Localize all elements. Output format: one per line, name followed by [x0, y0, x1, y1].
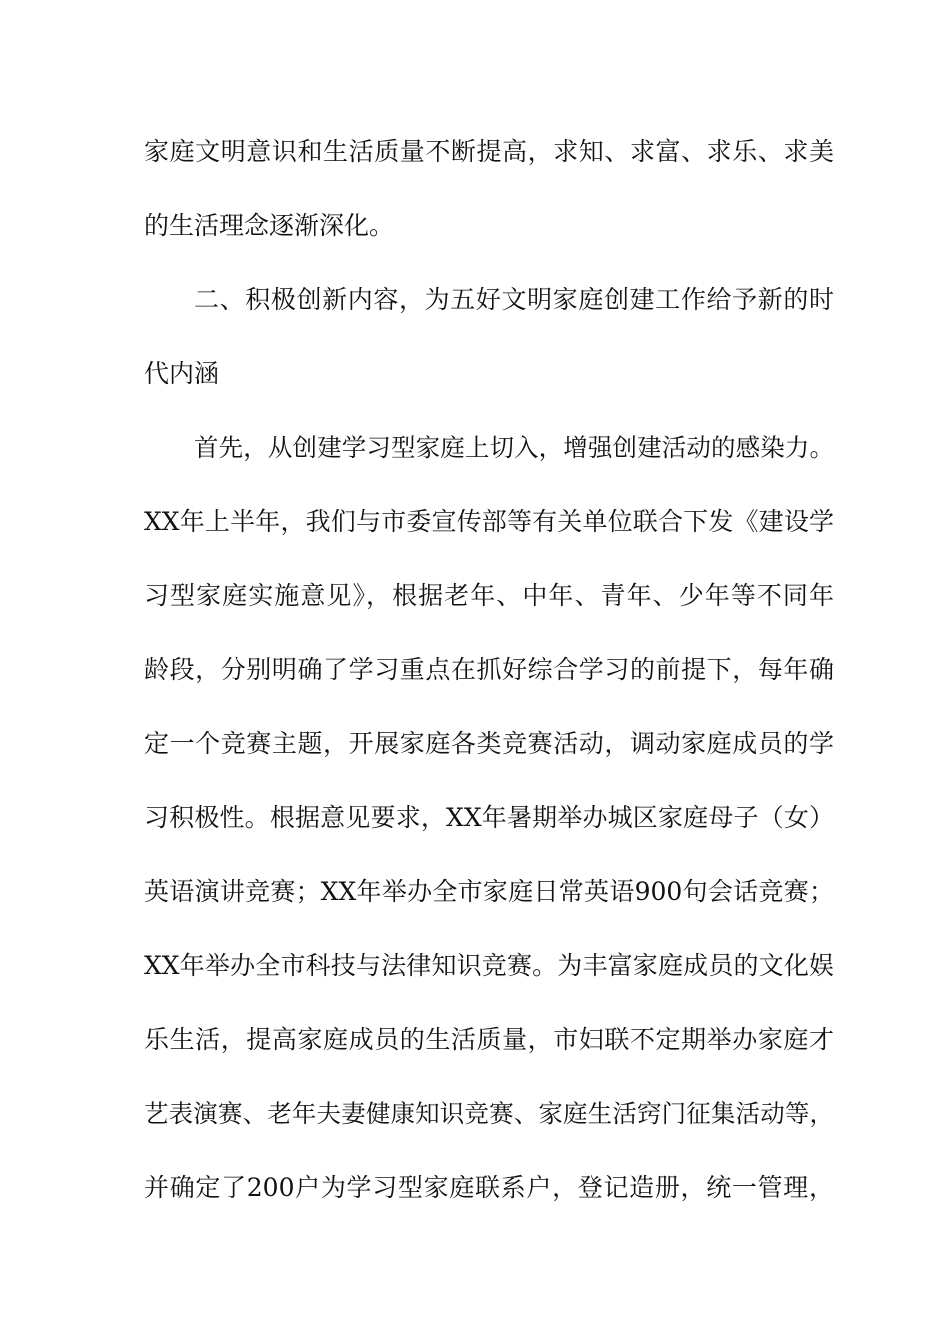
- body-text-line: 定一个竞赛主题，开展家庭各类竞赛活动，调动家庭成员的学: [144, 729, 834, 758]
- body-text-line: 英语演讲竞赛；XX年举办全市家庭日常英语900句会话竞赛；: [144, 877, 834, 906]
- body-text-line: 的生活理念逐渐深化。: [144, 211, 395, 240]
- body-text-line: 艺表演赛、老年夫妻健康知识竞赛、家庭生活窍门征集活动等，: [144, 1099, 834, 1128]
- body-text-line: 并确定了200户为学习型家庭联系户，登记造册，统一管理，: [144, 1173, 834, 1202]
- body-text-line: 首先，从创建学习型家庭上切入，增强创建活动的感染力。: [194, 433, 834, 462]
- body-text-line: XX年举办全市科技与法律知识竞赛。为丰富家庭成员的文化娱: [144, 951, 834, 980]
- body-text-line: XX年上半年，我们与市委宣传部等有关单位联合下发《建设学: [144, 507, 834, 536]
- section-heading-line: 代内涵: [144, 359, 220, 388]
- body-text-line: 习积极性。根据意见要求，XX年暑期举办城区家庭母子（女）: [144, 803, 834, 832]
- body-text-line: 乐生活，提高家庭成员的生活质量，市妇联不定期举办家庭才: [144, 1025, 834, 1054]
- body-text-line: 龄段，分别明确了学习重点在抓好综合学习的前提下，每年确: [144, 655, 834, 684]
- body-text-line: 习型家庭实施意见》，根据老年、中年、青年、少年等不同年: [144, 581, 834, 610]
- body-text-line: 家庭文明意识和生活质量不断提高，求知、求富、求乐、求美: [144, 137, 834, 166]
- section-heading-line: 二、积极创新内容，为五好文明家庭创建工作给予新的时: [194, 285, 834, 314]
